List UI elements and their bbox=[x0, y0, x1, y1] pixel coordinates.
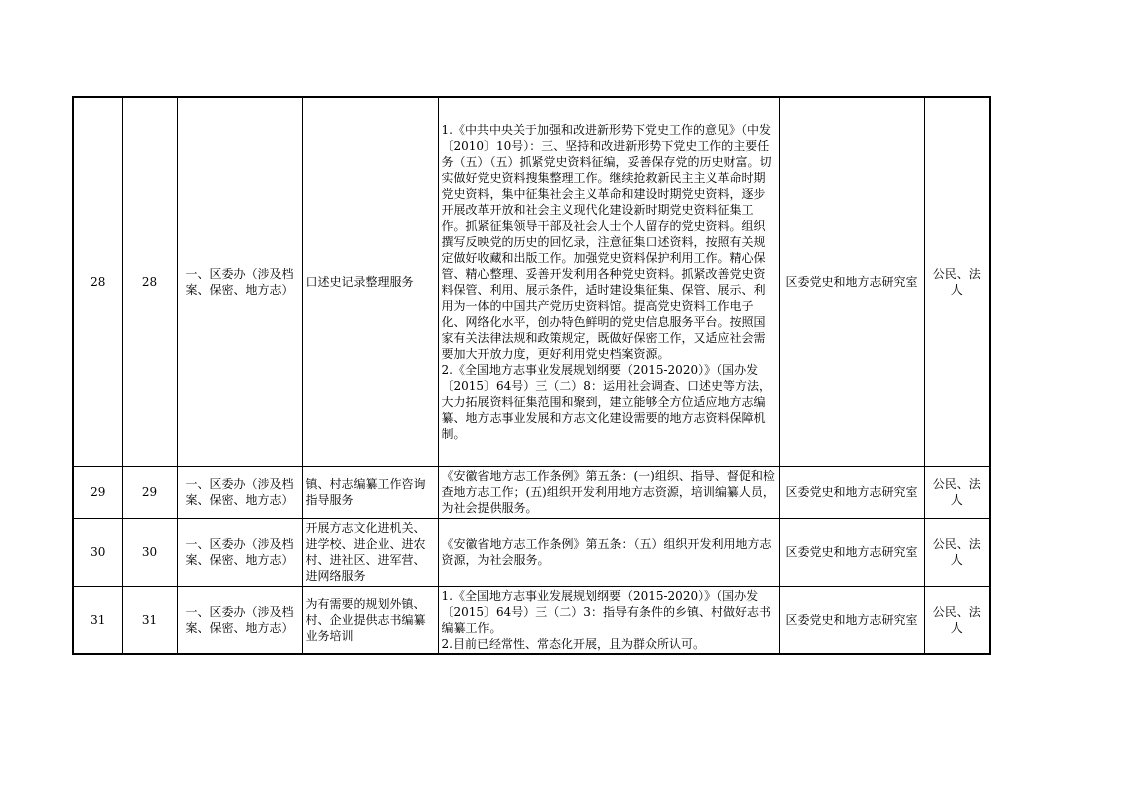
seq-cell: 29 bbox=[73, 466, 122, 518]
seq-cell: 28 bbox=[73, 97, 122, 466]
target-cell: 公民、法人 bbox=[924, 518, 990, 586]
service-name-cell: 为有需要的规划外镇、村、企业提供志书编纂业务培训 bbox=[302, 586, 438, 654]
basis-paragraph: 1.《全国地方志事业发展规划纲要（2015-2020）》（国办发〔2015〕64号）三（二）3：指导有条件的乡镇、村做好志书编纂工作。 bbox=[441, 588, 771, 635]
department-cell: 一、区委办（涉及档案、保密、地方志） bbox=[177, 586, 302, 654]
basis-cell bbox=[438, 586, 779, 654]
basis-paragraph: 2.目前已经常性、常态化开展，且为群众所认可。 bbox=[441, 636, 705, 651]
target-cell: 公民、法人 bbox=[924, 466, 990, 518]
department-cell: 一、区委办（涉及档案、保密、地方志） bbox=[177, 518, 302, 586]
implementer-cell: 区委党史和地方志研究室 bbox=[779, 518, 924, 586]
basis-paragraph: 1.《中共中央关于加强和改进新形势下党史工作的意见》（中发〔2010〕10号）：三、坚持和改进新形势下党史工作的主要任务（五）（五）抓紧党史资料征编，妥善保存党的历史财富。切实做好党史资料搜集整理工作。继续抢救新民主主义革命时期党史资料，集中征集社会主义革命和建设时期党史资料，逐步开展改革开放和社会主义现代化建设新时期党史资料征集工作。抓紧征集领导干部及社会人士个人留存的党史资料。组织撰写反映党的历史的回忆录，注意征集口述资料，按照有关规定做好收藏和出版工作。加强党史资料保护利用工作。精心保管、精心整理、妥善开发利用各种党史资料。抓紧改善党史资料保管、利用、展示条件，适时建设集征集、保管、展示、利用为一体的中国共产党历史资料馆。提高党史资料工作电子化、网络化水平，创办特色鲜明的党史信息服务平台。按照国家有关法律法规和政策规定，既做好保密工作，又适应社会需要加大开放力度，更好利用党史档案资源。 bbox=[441, 122, 772, 361]
target-cell: 公民、法人 bbox=[924, 586, 990, 654]
implementer-cell: 区委党史和地方志研究室 bbox=[779, 466, 924, 518]
basis-paragraph: 《安徽省地方志工作条例》第五条：（五）组织开发利用地方志资源，为社会服务。 bbox=[441, 537, 772, 567]
item-no-cell: 28 bbox=[122, 97, 177, 466]
table-row bbox=[73, 97, 990, 466]
department-cell: 一、区委办（涉及档案、保密、地方志） bbox=[177, 466, 302, 518]
table-row bbox=[73, 466, 990, 518]
basis-cell bbox=[438, 97, 779, 466]
basis-paragraph: 2.《全国地方志事业发展规划纲要（2015-2020）》（国办发〔2015〕64号）三（二）8：运用社会调查、口述史等方法，大力拓展资料征集范围和聚到，建立能够全方位适应地方志编纂、地方志事业发展和方志文化建设需要的地方志资料保障机制。 bbox=[441, 362, 771, 441]
basis-cell bbox=[438, 518, 779, 586]
item-no-cell: 29 bbox=[122, 466, 177, 518]
implementer-cell: 区委党史和地方志研究室 bbox=[779, 586, 924, 654]
basis-cell bbox=[438, 466, 779, 518]
department-cell: 一、区委办（涉及档案、保密、地方志） bbox=[177, 97, 302, 466]
seq-cell: 30 bbox=[73, 518, 122, 586]
item-no-cell: 30 bbox=[122, 518, 177, 586]
table-row bbox=[73, 586, 990, 654]
table-row bbox=[73, 518, 990, 586]
target-cell: 公民、法人 bbox=[924, 97, 990, 466]
service-name-cell: 口述史记录整理服务 bbox=[302, 97, 438, 466]
basis-paragraph: 《安徽省地方志工作条例》第五条：(一)组织、指导、督促和检查地方志工作；(五)组织开发利用地方志资源，培训编纂人员，为社会提供服务。 bbox=[441, 469, 775, 515]
seq-cell: 31 bbox=[73, 586, 122, 654]
service-name-cell: 开展方志文化进机关、进学校、进企业、进农村、进社区、进军营、进网络服务 bbox=[302, 518, 438, 586]
implementer-cell: 区委党史和地方志研究室 bbox=[779, 97, 924, 466]
service-name-cell: 镇、村志编纂工作咨询指导服务 bbox=[302, 466, 438, 518]
service-list-table bbox=[72, 96, 991, 655]
item-no-cell: 31 bbox=[122, 586, 177, 654]
